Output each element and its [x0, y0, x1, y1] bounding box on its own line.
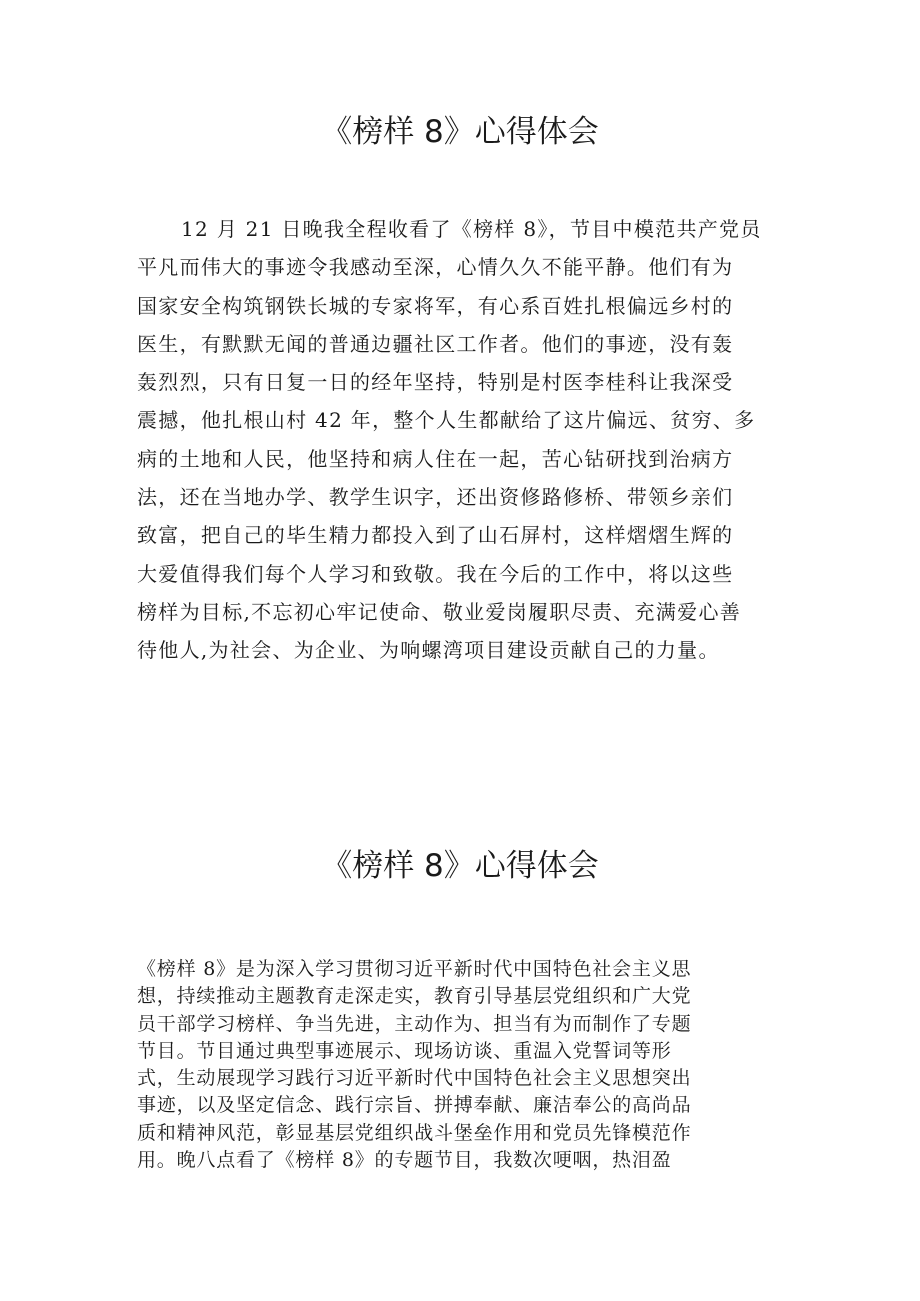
paragraph-line: 大爱值得我们每个人学习和致敬。我在今后的工作中，将以这些 — [137, 561, 734, 586]
paragraph-line: 待他人,为社会、为企业、为响螺湾项目建设贡献自己的力量。 — [137, 638, 720, 663]
paragraph-line: 式，生动展现学习践行习近平新时代中国特色社会主义思想突出 — [137, 1067, 692, 1090]
paragraph-line: 国家安全构筑钢铁长城的专家将军，有心系百姓扎根偏远乡村的 — [137, 293, 734, 318]
paragraph-line: 质和精神风范，彰显基层党组织战斗堡垒作用和党员先锋模范作 — [137, 1121, 692, 1144]
section-2-title: 《榜样 8》心得体会 — [321, 848, 599, 884]
paragraph-line: 用。晚八点看了《榜样 8》的专题节目，我数次哽咽，热泪盈 — [137, 1149, 672, 1172]
paragraph-line: 震撼，他扎根山村 42 年，整个人生都献给了这片偏远、贫穷、多 — [137, 408, 756, 433]
paragraph-line: 员干部学习榜样、争当先进，主动作为、担当有为而制作了专题 — [137, 1012, 692, 1035]
paragraph-line: 致富，把自己的毕生精力都投入到了山石屏村，这样熠熠生辉的 — [137, 523, 734, 548]
paragraph-line: 病的土地和人民，他坚持和病人住在一起，苦心钻研找到治病方 — [137, 446, 734, 471]
paragraph-line: 事迹，以及坚定信念、践行宗旨、拼搏奉献、廉洁奉公的高尚品 — [137, 1094, 692, 1117]
paragraph-line: 医生，有默默无闻的普通边疆社区工作者。他们的事迹，没有轰 — [137, 331, 734, 356]
section-1-title: 《榜样 8》心得体会 — [321, 114, 599, 150]
paragraph-line: 榜样为目标,不忘初心牢记使命、敬业爱岗履职尽责、充满爱心善 — [137, 599, 742, 624]
section-2-body — [137, 956, 797, 1174]
paragraph-line: 《榜样 8》是为深入学习贯彻习近平新时代中国特色社会主义思 — [137, 958, 692, 980]
paragraph-line: 想，持续推动主题教育走深走实，教育引导基层党组织和广大党 — [137, 985, 692, 1008]
paragraph-line: 12 月 21 日晚我全程收看了《榜样 8》，节目中模范共产党员 — [181, 217, 762, 241]
section-1-body — [137, 210, 797, 670]
paragraph-line: 平凡而伟大的事迹令我感动至深，心情久久不能平静。他们有为 — [137, 255, 734, 280]
paragraph-line: 法，还在当地办学、教学生识字，还出资修路修桥、带领乡亲们 — [137, 485, 734, 510]
paragraph-line: 轰烈烈，只有日复一日的经年坚持，特别是村医李桂科让我深受 — [137, 370, 734, 395]
paragraph-line: 节目。节目通过典型事迹展示、现场访谈、重温入党誓词等形 — [137, 1039, 672, 1062]
